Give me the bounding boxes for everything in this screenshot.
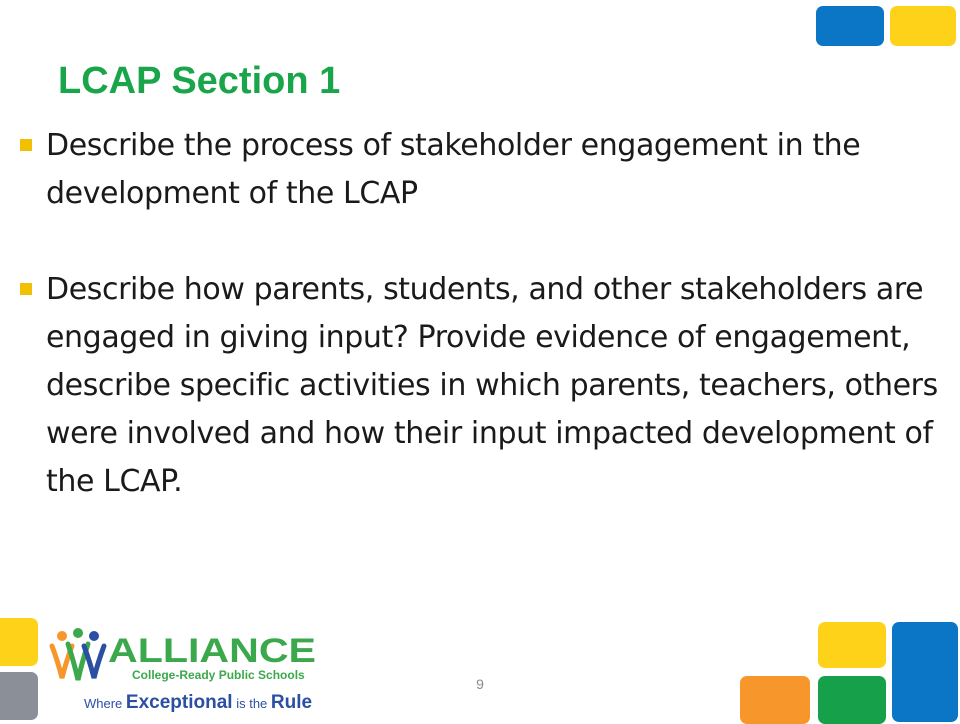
alliance-logo — [48, 628, 320, 714]
bottom-right-orange-tile — [740, 676, 810, 724]
slide-title: LCAP Section 1 — [58, 60, 341, 102]
square-bullet-icon — [20, 139, 32, 151]
bottom-left-gray-tile — [0, 672, 38, 720]
top-yellow-tile — [890, 6, 956, 46]
square-bullet-icon — [20, 283, 32, 295]
bullet-item — [18, 122, 948, 218]
people-figures-icon — [52, 628, 104, 680]
logo-tagline: Where Exceptional is the Rule — [84, 692, 313, 713]
bottom-right-blue-tile — [892, 622, 958, 722]
bullet-text: Describe the process of stakeholder engagement in the development of the LCAP — [46, 128, 861, 211]
bottom-right-green-tile — [818, 676, 886, 724]
page-number: 9 — [476, 676, 484, 692]
logo-name: ALLIANCE — [108, 632, 316, 670]
bottom-left-yellow-tile — [0, 618, 38, 666]
top-blue-tile — [816, 6, 884, 46]
bullet-item — [18, 266, 948, 506]
bullet-text: Describe how parents, students, and other stakeholders are engaged in giving input? Provide evidence of engagement, describe specific activities in which parents, teachers, others were involved and how their input impacted development of the LCAP. — [46, 272, 938, 499]
bottom-right-yellow-tile — [818, 622, 886, 668]
logo-subtitle: College-Ready Public Schools — [132, 668, 305, 682]
bullet-list — [18, 122, 948, 506]
